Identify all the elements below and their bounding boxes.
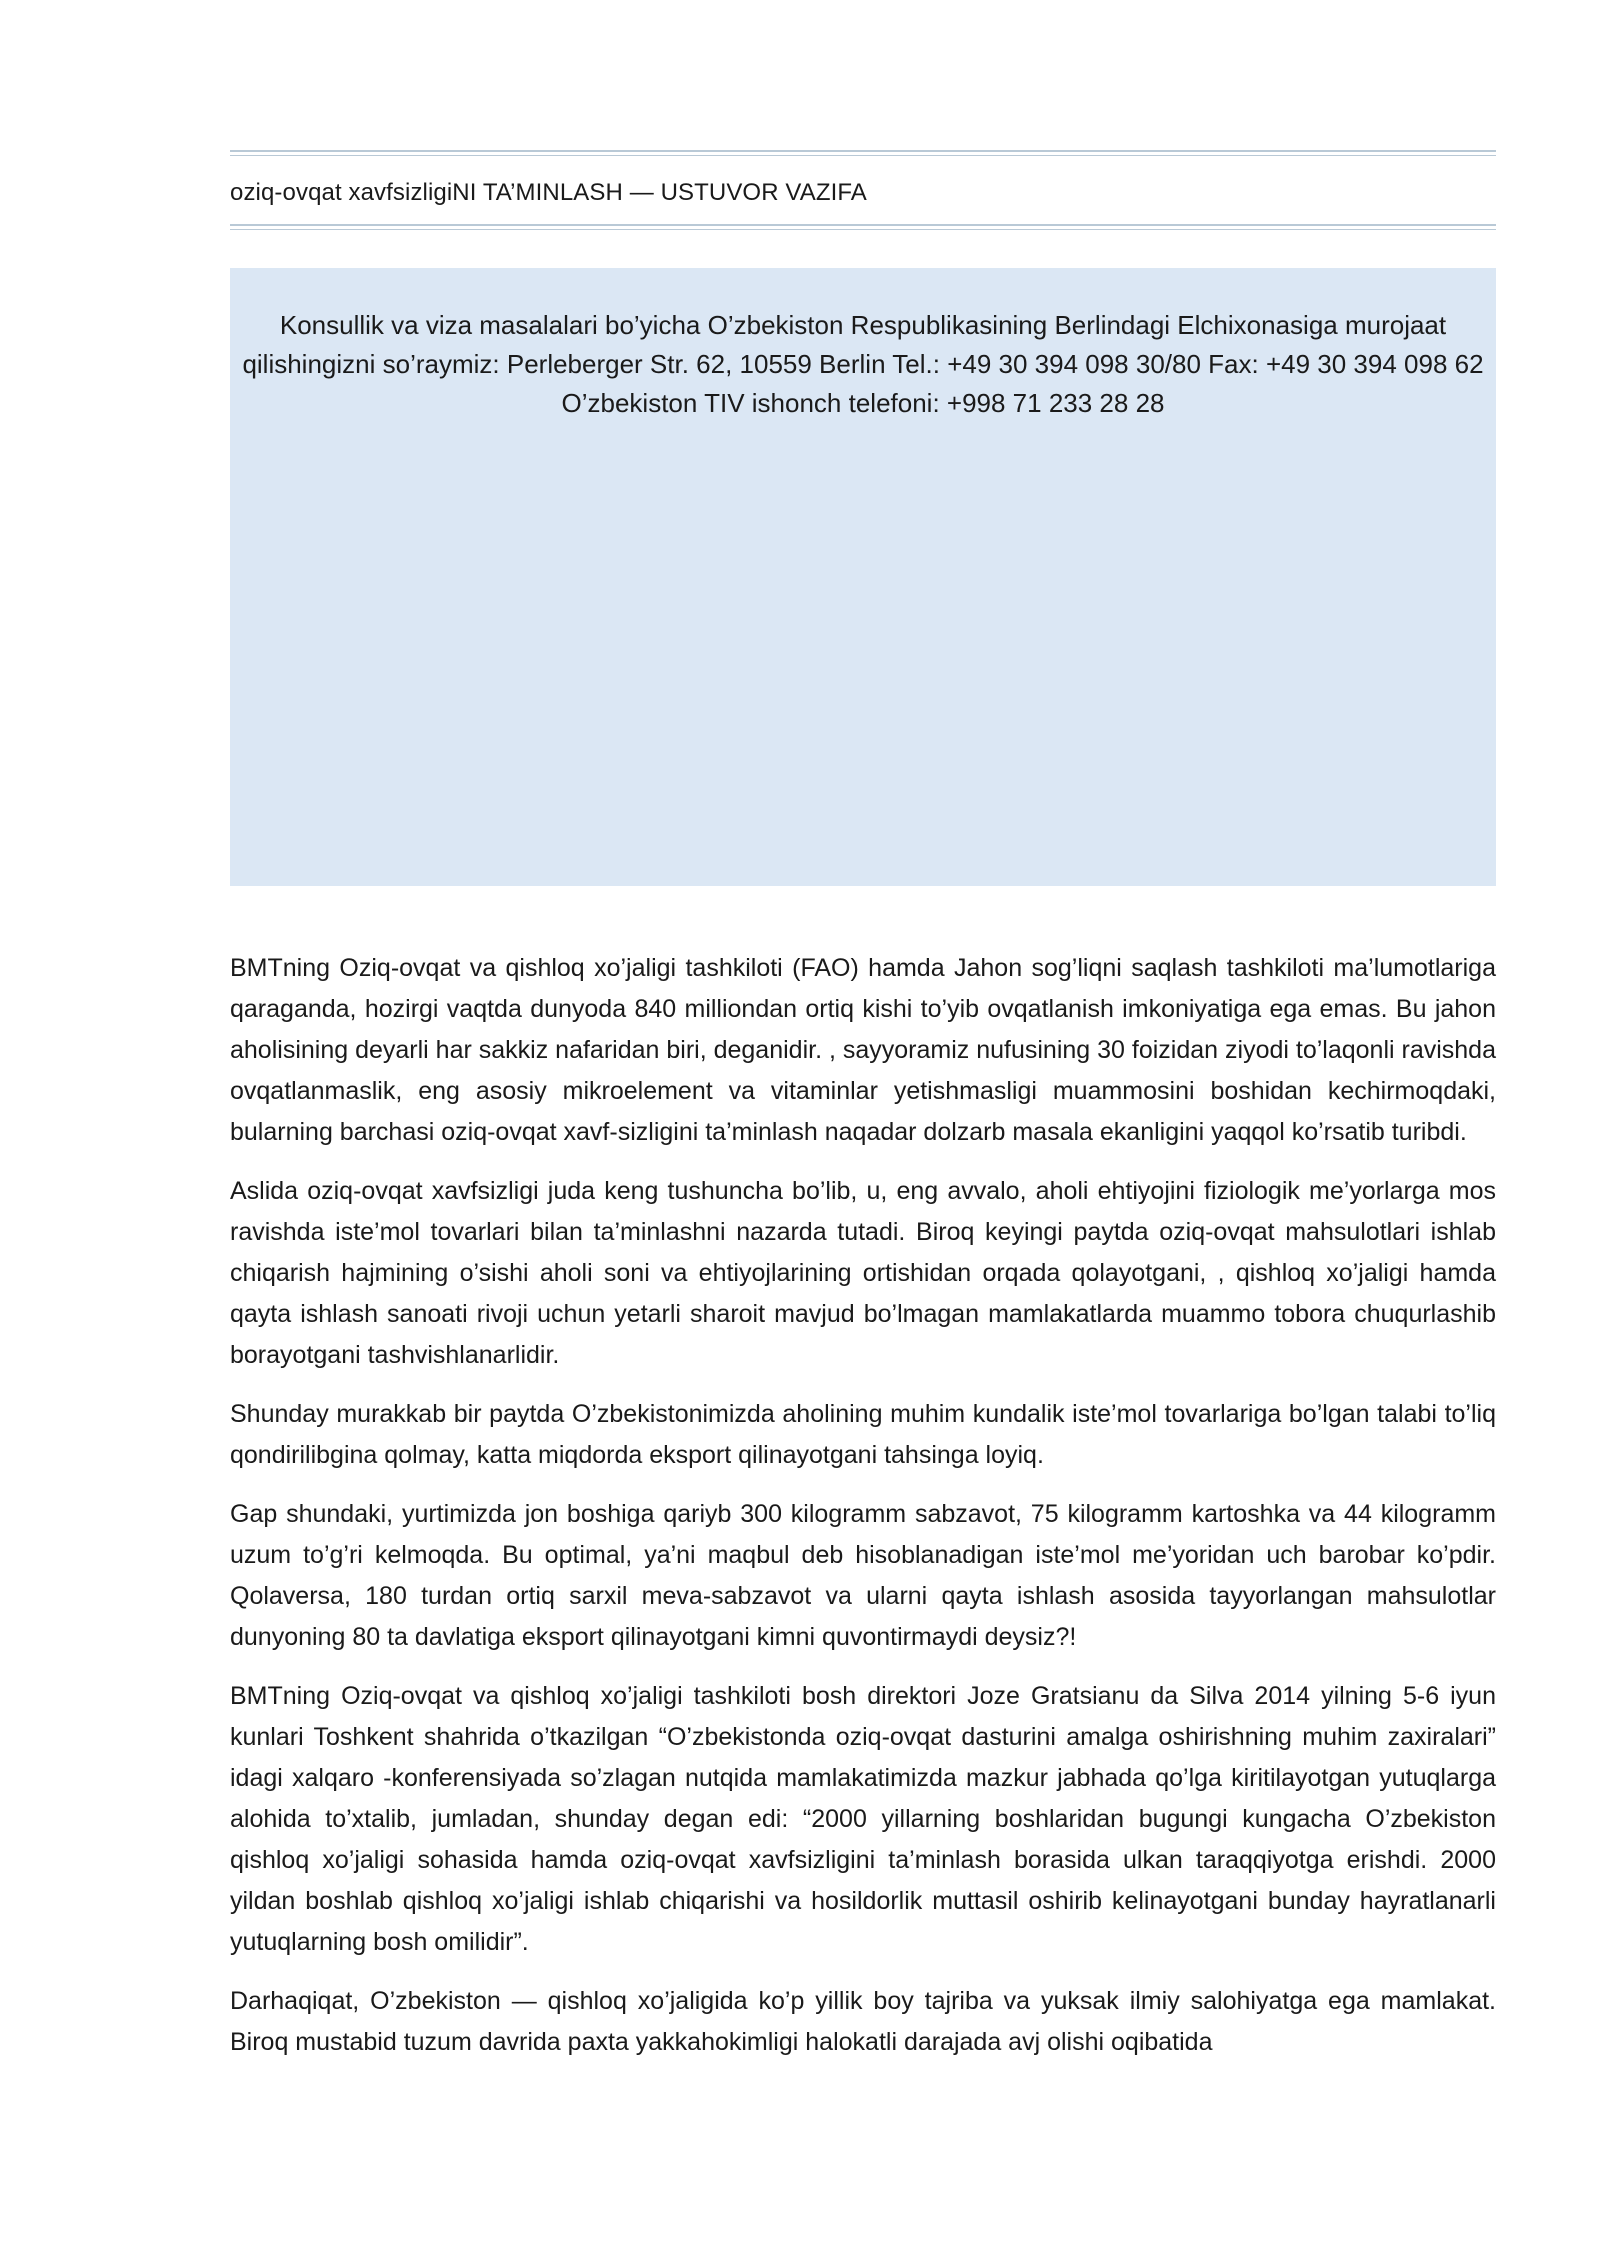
header-top-rule xyxy=(230,150,1496,152)
paragraph: BMTning Oziq-ovqat va qishloq xo’jaligi tashkiloti (FAO) hamda Jahon sog’liqni saqlash tashkiloti ma’lumotlariga qaraganda, hozirgi vaqtda dunyoda 840 milliondan ortiq kishi to’yib ovqatlanish imkoniyatiga ega emas. Bu jahon aholisining deyarli har sakkiz nafaridan biri, deganidir. , sayyoramiz nufusining 30 foizidan ziyodi to’laqonli ravishda ovqatlanmaslik, eng asosiy mikroelement va vitaminlar yetishmasligi muammosini boshidan kechirmoqdaki, bularning barchasi oziq-ovqat xavf-sizligini ta’minlash naqadar dolzarb masala ekanligini yaqqol ko’rsatib turibdi. xyxy=(230,954,1496,1146)
header-bottom-rule xyxy=(230,224,1496,226)
document-page xyxy=(230,150,1496,2081)
paragraph: Aslida oziq-ovqat xavfsizligi juda keng tushuncha bo’lib, u, eng avvalo, aholi ehtiyojini fiziologik me’yorlarga mos ravishda iste’mol tovarlari bilan ta’minlashni nazarda tutadi. Biroq keyingi paytda oziq-ovqat mahsulotlari ishlab chiqarish hajmining o’sishi aholi soni va ehtiyojlarining ortishidan orqada qolayotgani, , qishloq xo’jaligi hamda qayta ishlash sanoati rivoji uchun yetarli sharoit mavjud bo’lmagan mamlakatlarda muammo tobora chuqurlashib borayotgani tashvishlanarlidir. xyxy=(230,1177,1496,1369)
page-title: oziq-ovqat xavfsizligiNI TA’MINLASH — USTUVOR VAZIFA xyxy=(230,179,867,206)
hotline-text: O’zbekiston TIV ishonch telefoni: +998 71 233 28 28 xyxy=(561,388,1165,418)
embassy-contact-text: Konsullik va viza masalalari bo’yicha O’zbekiston Respublikasining Berlindagi Elchixonasiga murojaat qilishingizni so’raymiz: Perleberger Str. 62, 10559 Berlin Tel.: +49 30 394 098 30/80 Fax: +49 30 394 098 62 xyxy=(242,310,1484,379)
paragraph: Darhaqiqat, O’zbekiston — qishloq xo’jaligida ko’p yillik boy tajriba va yuksak ilmiy salohiyatga ega mamlakat. Biroq mustabid tuzum davrida paxta yakkahokimligi halokatli darajada avj olishi oqibatida xyxy=(230,1987,1496,2056)
article-body xyxy=(230,948,1496,2063)
paragraph: BMTning Oziq-ovqat va qishloq xo’jaligi tashkiloti bosh direktori Joze Gratsianu da Silva 2014 yilning 5-6 iyun kunlari Toshkent shahrida o’tkazilgan “O’zbekistonda oziq-ovqat dasturini amalga oshirishning muhim zaxiralari” idagi xalqaro -konferensiyada so’zlagan nutqida mamlakatimizda mazkur jabhada qo’lga kiritilayotgan yutuqlarga alohida to’xtalib, jumladan, shunday degan edi: “2000 yillarning boshlaridan bugungi kungacha O’zbekiston qishloq xo’jaligi sohasida hamda oziq-ovqat xavfsizligini ta’minlash borasida ulkan taraqqiyotga erishdi. 2000 yildan boshlab qishloq xo’jaligi ishlab chiqarishi va hosildorlik muttasil oshirib kelinayotgani bunday hayratlanarli yutuqlarning bosh omilidir”. xyxy=(230,1682,1496,1956)
paragraph: Shunday murakkab bir paytda O’zbekistonimizda aholining muhim kundalik iste’mol tovarlariga bo’lgan talabi to’liq qondirilibgina qolmay, katta miqdorda eksport qilinayotgani tahsinga loyiq. xyxy=(230,1400,1496,1469)
embassy-notice-box xyxy=(230,268,1496,886)
paragraph: Gap shundaki, yurtimizda jon boshiga qariyb 300 kilogramm sabzavot, 75 kilogramm kartoshka va 44 kilogramm uzum to’g’ri kelmoqda. Bu optimal, ya’ni maqbul deb hisoblanadigan iste’mol me’yoridan uch barobar ko’pdir. Qolaversa, 180 turdan ortiq sarxil meva-sabzavot va ularni qayta ishlash asosida tayyorlangan mahsulotlar dunyoning 80 ta davlatiga eksport qilinayotgani kimni quvontirmaydi deysiz?! xyxy=(230,1500,1496,1651)
